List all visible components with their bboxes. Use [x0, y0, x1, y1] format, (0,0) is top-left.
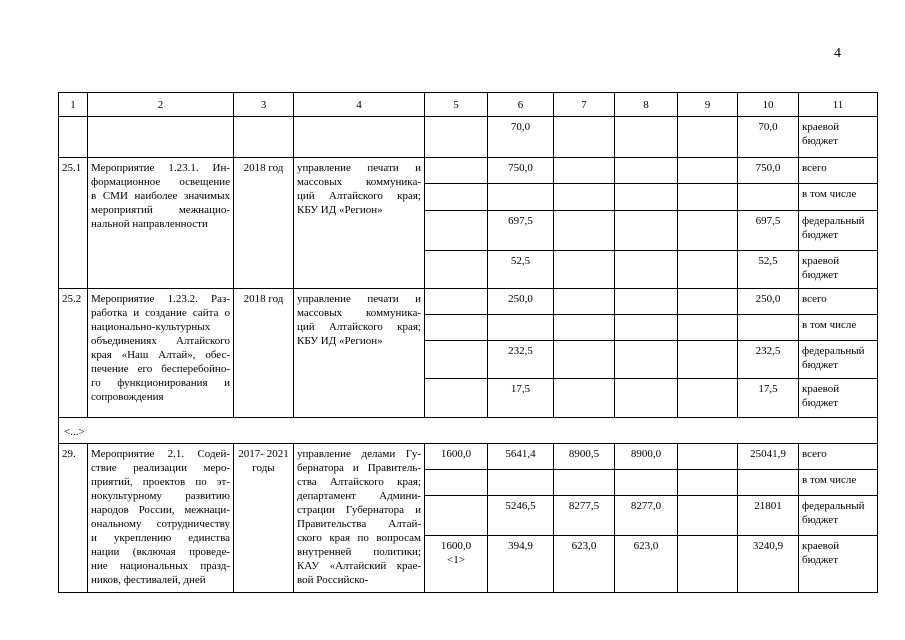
funding-source-cell: краевой бюджет [799, 251, 878, 289]
amount-cell: 750,0 [488, 158, 554, 184]
funding-source-cell: федеральный бюджет [799, 496, 878, 536]
amount-cell: 17,5 [738, 379, 799, 418]
text-line: массовых коммуника- [297, 176, 421, 188]
amount-cell [678, 496, 738, 536]
amount-cell [678, 341, 738, 379]
text-line: 2017- 2021 [238, 448, 289, 460]
text-line: Мероприятие 1.23.2. Раз- [91, 293, 230, 305]
amount-cell [425, 251, 488, 289]
funding-source-cell: всего [799, 444, 878, 470]
text-line: массовых коммуника- [297, 307, 421, 319]
amount-cell [554, 251, 615, 289]
text-line: 2018 год [243, 293, 284, 305]
amount-cell [425, 341, 488, 379]
ellipsis-row [59, 418, 878, 444]
amount-cell [425, 470, 488, 496]
activity-cell [88, 289, 234, 418]
text-line: ствие реализации меро- [91, 462, 230, 474]
amount-cell [615, 470, 678, 496]
text-line: страции Губернатора и [297, 504, 421, 516]
table-row [59, 158, 878, 184]
text-line: управление делами Гу- [297, 448, 421, 460]
amount-cell [678, 470, 738, 496]
text-line: годы [252, 462, 275, 474]
header-cell: 4 [294, 93, 425, 117]
amount-cell [425, 315, 488, 341]
text-line: го функционирования и [91, 377, 230, 389]
amount-cell [425, 496, 488, 536]
text-line: ства Алтайского края; [297, 476, 421, 488]
text-line: печение его бесперебойно- [91, 363, 230, 375]
row-number: 29. [59, 444, 88, 593]
funding-source-cell: краевой бюджет [799, 117, 878, 158]
text-line: нокультурному развитию [91, 490, 230, 502]
amount-cell: 623,0 [554, 536, 615, 593]
text-line: нации (включая проведе- [91, 546, 230, 558]
amount-cell: 21801 [738, 496, 799, 536]
amount-cell: 250,0 [488, 289, 554, 315]
amount-cell: 750,0 [738, 158, 799, 184]
amount-cell [615, 341, 678, 379]
text-line: народов России, межнаци- [91, 504, 230, 516]
amount-cell [738, 315, 799, 341]
amount-cell: 52,5 [738, 251, 799, 289]
amount-cell [678, 117, 738, 158]
amount-cell [425, 117, 488, 158]
funding-source-cell: в том числе [799, 315, 878, 341]
amount-cell [615, 158, 678, 184]
table-row [59, 289, 878, 315]
row-number [59, 117, 88, 158]
text-line: КБУ ИД «Регион» [297, 204, 383, 216]
text-line: 2018 год [243, 162, 284, 174]
amount-cell [678, 444, 738, 470]
period-cell [234, 158, 294, 289]
amount-cell [425, 158, 488, 184]
amount-cell: 5246,5 [488, 496, 554, 536]
amount-cell [554, 184, 615, 211]
amount-cell [425, 211, 488, 251]
text-line: вой Российско- [297, 574, 369, 586]
amount-cell [615, 289, 678, 315]
row-number: 25.1 [59, 158, 88, 289]
amount-cell: 25041,9 [738, 444, 799, 470]
text-line: КАУ «Алтайский крае- [297, 560, 421, 572]
header-cell: 10 [738, 93, 799, 117]
amount-cell [615, 117, 678, 158]
text-line: приятий, проектов по эт- [91, 476, 230, 488]
amount-cell: 697,5 [488, 211, 554, 251]
activity-cell [88, 117, 234, 158]
text-line: Правительства Алтай- [297, 518, 421, 530]
text-line: КБУ ИД «Регион» [297, 335, 383, 347]
header-cell: 3 [234, 93, 294, 117]
text-line: ние национальных празд- [91, 560, 230, 572]
amount-cell: 1600,0 [425, 444, 488, 470]
amount-cell: 232,5 [488, 341, 554, 379]
header-cell: 9 [678, 93, 738, 117]
amount-cell [678, 184, 738, 211]
amount-cell [678, 536, 738, 593]
amount-cell [615, 379, 678, 418]
amount-cell: 697,5 [738, 211, 799, 251]
text-line: департамент Админи- [297, 490, 421, 502]
table-row [59, 444, 878, 470]
amount-cell [488, 315, 554, 341]
amount-cell [554, 211, 615, 251]
amount-cell: 70,0 [738, 117, 799, 158]
amount-cell [488, 470, 554, 496]
text-line: края «Наш Алтай», обес- [91, 349, 230, 361]
amount-cell [615, 184, 678, 211]
header-cell: 8 [615, 93, 678, 117]
amount-cell [678, 251, 738, 289]
amount-cell [738, 184, 799, 211]
amount-cell [554, 470, 615, 496]
amount-cell: 5641,4 [488, 444, 554, 470]
text-line: мероприятий межнацио- [91, 204, 230, 216]
executor-cell [294, 289, 425, 418]
amount-cell: 3240,9 [738, 536, 799, 593]
amount-cell [678, 289, 738, 315]
text-line: и укреплению единства [91, 532, 230, 544]
header-cell: 2 [88, 93, 234, 117]
amount-cell: 1600,0 <1> [425, 536, 488, 593]
funding-source-cell: федеральный бюджет [799, 341, 878, 379]
text-line: управление печати и [297, 162, 421, 174]
funding-source-cell: краевой бюджет [799, 379, 878, 418]
amount-cell [488, 184, 554, 211]
text-line: в СМИ наиболее значимых [91, 190, 230, 202]
column-number-row [59, 93, 878, 117]
text-line: Мероприятие 1.23.1. Ин- [91, 162, 230, 174]
text-line: бернатора и Правитель- [297, 462, 421, 474]
amount-cell: 232,5 [738, 341, 799, 379]
activity-cell [88, 444, 234, 593]
amount-cell [615, 315, 678, 341]
amount-cell [678, 379, 738, 418]
text-line: формационное освещение [91, 176, 230, 188]
text-line: ональному сотрудничеству [91, 518, 230, 530]
text-line: сопровождения [91, 391, 164, 403]
amount-cell: 250,0 [738, 289, 799, 315]
funding-source-cell: в том числе [799, 470, 878, 496]
text-line: объединениях Алтайского [91, 335, 230, 347]
amount-cell [678, 315, 738, 341]
funding-source-cell: в том числе [799, 184, 878, 211]
amount-cell [425, 289, 488, 315]
funding-source-cell: всего [799, 158, 878, 184]
amount-cell [554, 289, 615, 315]
amount-cell [554, 117, 615, 158]
header-cell: 11 [799, 93, 878, 117]
text-line: ников, фестивалей, дней [91, 574, 206, 586]
amount-cell: 8277,0 [615, 496, 678, 536]
amount-cell: 17,5 [488, 379, 554, 418]
amount-cell [738, 470, 799, 496]
amount-cell [554, 315, 615, 341]
page-number: 4 [834, 46, 841, 61]
period-cell [234, 289, 294, 418]
amount-cell: 8900,5 [554, 444, 615, 470]
executor-cell [294, 158, 425, 289]
text-line: ского края по вопросам [297, 532, 421, 544]
header-cell: 7 [554, 93, 615, 117]
text-line: внутренней политики; [297, 546, 421, 558]
funding-source-cell: всего [799, 289, 878, 315]
amount-cell: 52,5 [488, 251, 554, 289]
amount-cell [615, 251, 678, 289]
amount-cell: 70,0 [488, 117, 554, 158]
funding-source-cell: краевой бюджет [799, 536, 878, 593]
amount-cell [554, 379, 615, 418]
amount-cell [615, 211, 678, 251]
header-cell: 5 [425, 93, 488, 117]
executor-cell [294, 444, 425, 593]
amount-cell [678, 158, 738, 184]
text-line: Мероприятие 2.1. Содей- [91, 448, 230, 460]
table-row [59, 117, 878, 158]
amount-cell [425, 379, 488, 418]
amount-cell [554, 341, 615, 379]
text-line: ций Алтайского края; [297, 190, 421, 202]
text-line: управление печати и [297, 293, 421, 305]
ellipsis-text: <...> [59, 418, 878, 444]
amount-cell [554, 158, 615, 184]
amount-cell: 8277,5 [554, 496, 615, 536]
period-cell [234, 117, 294, 158]
header-cell: 6 [488, 93, 554, 117]
program-activities-table [58, 92, 878, 593]
text-line: работка и создание сайта о [91, 307, 230, 319]
text-line: национально-культурных [91, 321, 211, 333]
text-line: ций Алтайского края; [297, 321, 421, 333]
text-line: нальной направленности [91, 218, 208, 230]
funding-source-cell: федеральный бюджет [799, 211, 878, 251]
header-cell: 1 [59, 93, 88, 117]
executor-cell [294, 117, 425, 158]
amount-cell: 8900,0 [615, 444, 678, 470]
period-cell [234, 444, 294, 593]
activity-cell [88, 158, 234, 289]
row-number: 25.2 [59, 289, 88, 418]
amount-cell: 623,0 [615, 536, 678, 593]
amount-cell: 394,9 [488, 536, 554, 593]
amount-cell [678, 211, 738, 251]
amount-cell [425, 184, 488, 211]
